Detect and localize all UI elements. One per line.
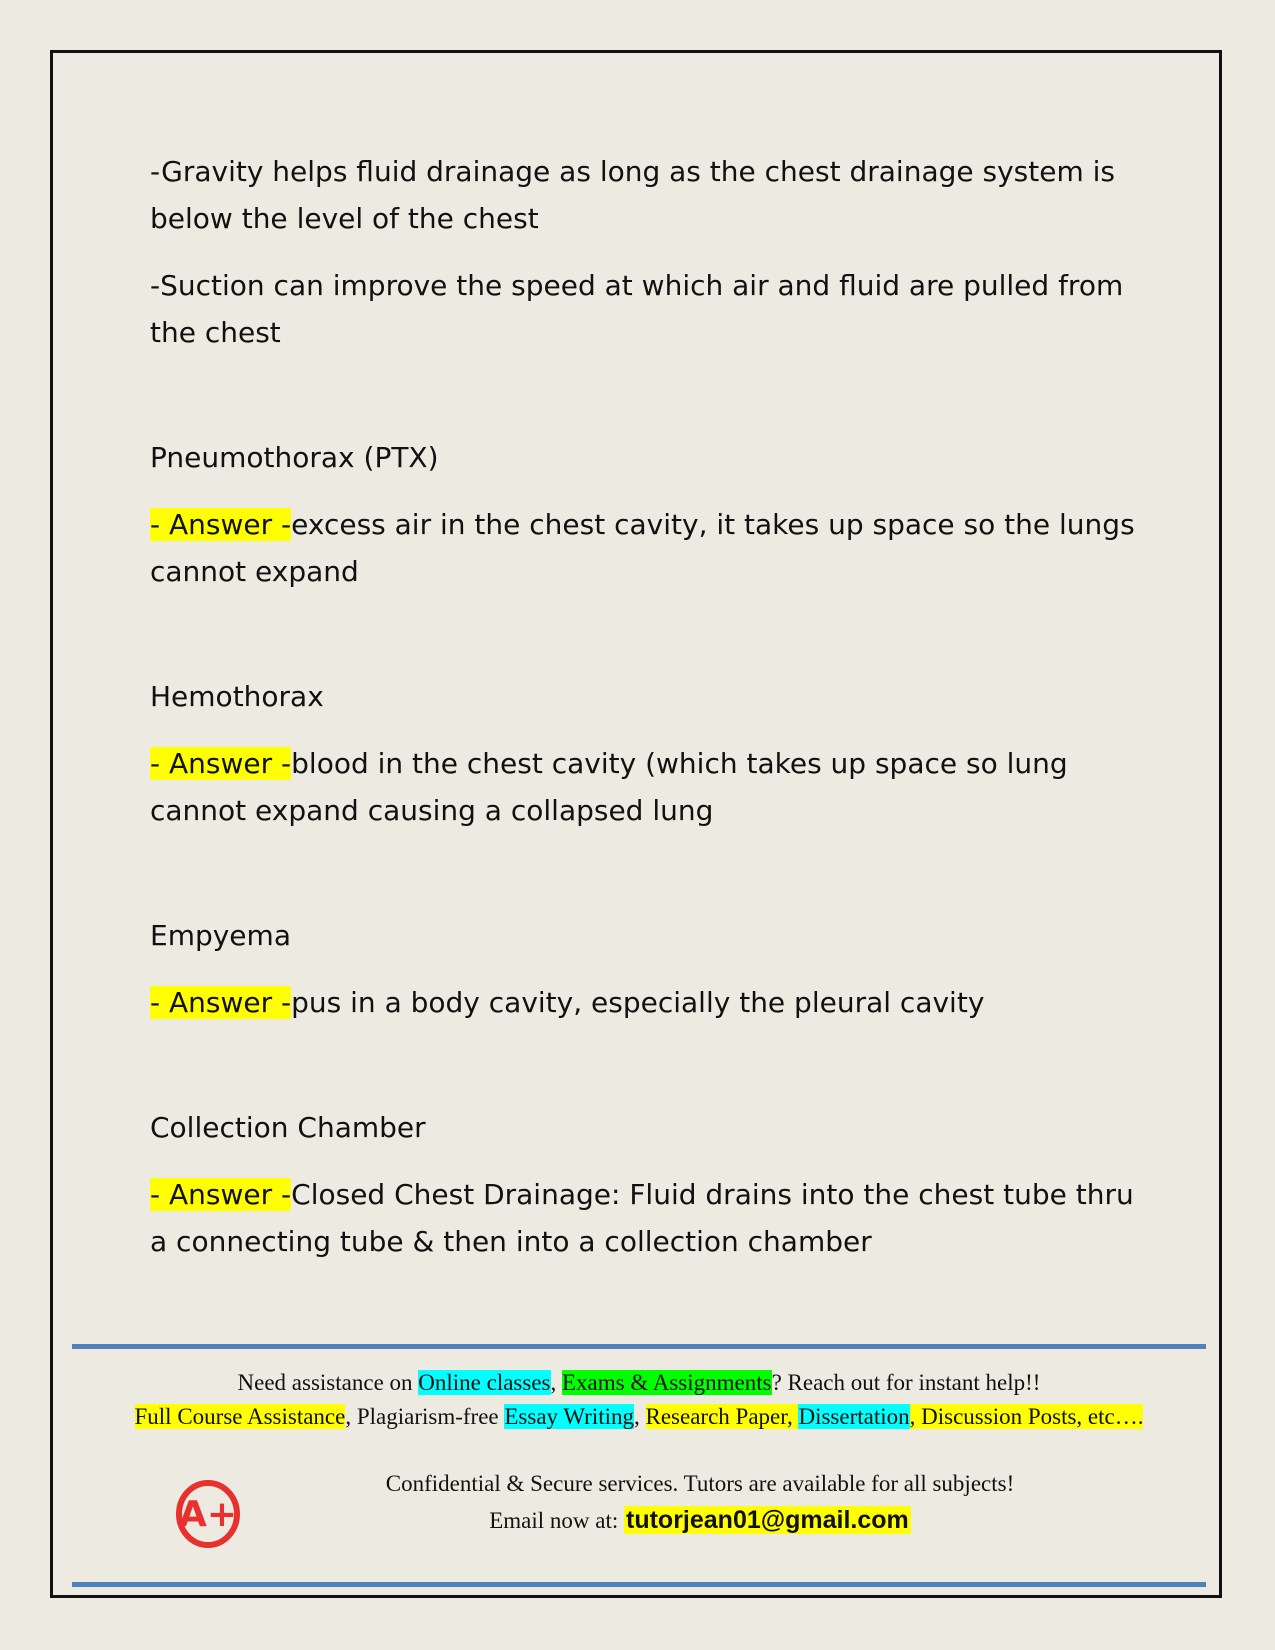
footer-text: Need assistance on [237, 1370, 419, 1395]
footer-contact [270, 1466, 1130, 1539]
paragraph-suction: -Suction can improve the speed at which air and fluid are pulled from the chest [150, 269, 1124, 349]
discussion-posts-highlight: , Discussion Posts, etc…. [909, 1404, 1144, 1429]
dissertation-highlight: Dissertation [798, 1404, 910, 1429]
exams-highlight: Exams & Assignments [562, 1370, 772, 1395]
answer-text: pus in a body cavity, especially the pleural cavity [291, 986, 985, 1019]
footer-line-2 [72, 1400, 1206, 1434]
answer-collection-chamber [150, 1171, 1140, 1265]
document-body [150, 148, 1140, 1265]
footer-top-rule [72, 1344, 1206, 1349]
answer-text: excess air in the chest cavity, it takes up space so the lungs cannot expand [150, 508, 1135, 588]
answer-tag: - Answer - [150, 986, 292, 1019]
term-empyema: Empyema [150, 919, 291, 952]
answer-hemothorax [150, 740, 1140, 834]
online-classes-highlight: Online classes [418, 1370, 551, 1395]
answer-tag: - Answer - [150, 747, 292, 780]
research-paper-highlight: Research Paper, [645, 1404, 799, 1429]
term-hemothorax: Hemothorax [150, 680, 324, 713]
footer-text: ? Reach out for instant help!! [771, 1370, 1041, 1395]
answer-tag: - Answer - [150, 508, 292, 541]
answer-tag: - Answer - [150, 1178, 292, 1211]
footer-bottom-rule [72, 1582, 1206, 1587]
footer-text: , [550, 1370, 562, 1395]
answer-empyema [150, 979, 1140, 1026]
answer-text: Closed Chest Drainage: Fluid drains into the chest tube thru a connecting tube & then into a collection chamber [150, 1178, 1134, 1258]
footer-promo [72, 1366, 1206, 1434]
email-address-link[interactable]: tutorjean01@gmail.com [626, 1506, 909, 1534]
answer-pneumothorax [150, 501, 1140, 595]
email-line [270, 1502, 1130, 1539]
full-course-highlight: Full Course Assistance [134, 1404, 346, 1429]
footer-line-1 [72, 1366, 1206, 1400]
paragraph-gravity: -Gravity helps fluid drainage as long as the chest drainage system is below the level of the chest [150, 155, 1116, 235]
logo-text: A+ [178, 1494, 238, 1535]
essay-writing-highlight: Essay Writing [504, 1404, 634, 1429]
term-pneumothorax: Pneumothorax (PTX) [150, 441, 439, 474]
email-prefix: Email now at: [489, 1508, 624, 1533]
confidential-line: Confidential & Secure services. Tutors are available for all subjects! [385, 1471, 1015, 1496]
footer-text: , Plagiarism-free [345, 1404, 505, 1429]
a-plus-logo-icon [172, 1468, 248, 1550]
footer-text: , [634, 1404, 646, 1429]
term-collection-chamber: Collection Chamber [150, 1111, 426, 1144]
answer-text: blood in the chest cavity (which takes up space so lung cannot expand causing a collapsed lung [150, 747, 1068, 827]
